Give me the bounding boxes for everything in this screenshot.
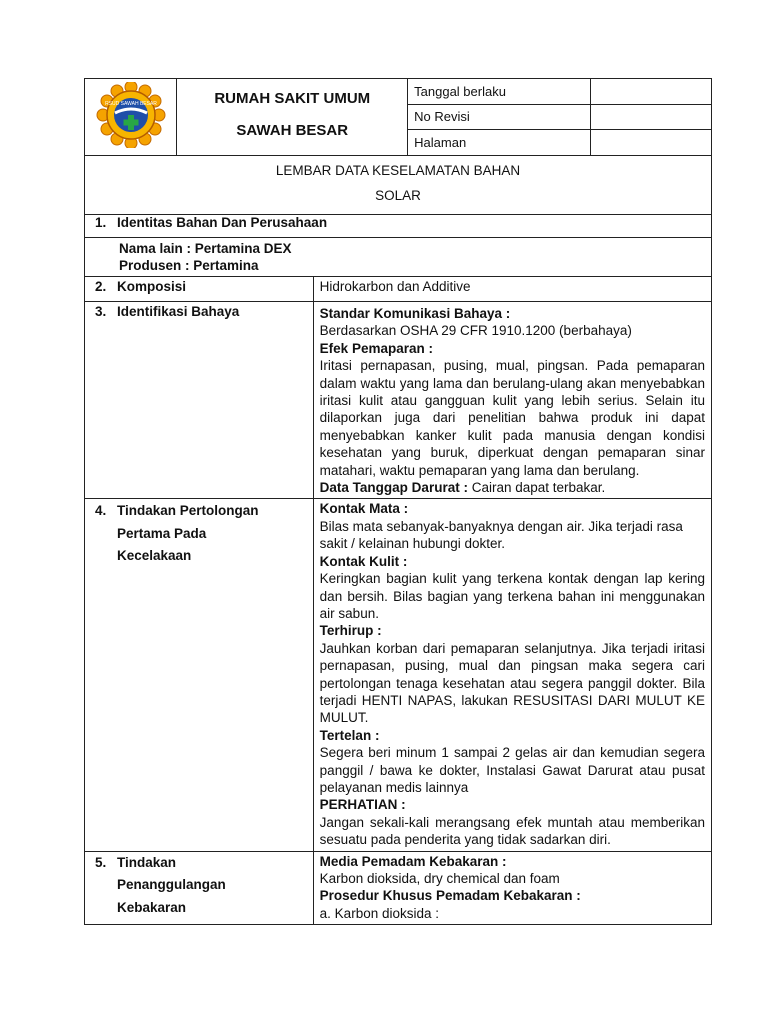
meta-label-halaman: Halaman (408, 130, 591, 156)
producer: Produsen : Pertamina (119, 258, 259, 273)
hazard-communication-text: Berdasarkan OSHA 29 CFR 1910.1200 (berbahaya) (319, 323, 632, 339)
inhalation-heading: Terhirup : (319, 623, 382, 639)
section-3-content (313, 302, 711, 499)
section-5-content (313, 851, 711, 925)
section-5-title-line1: Tindakan (117, 854, 177, 870)
meta-value-halaman (590, 130, 711, 156)
warning-heading: PERHATIAN : (319, 797, 406, 813)
section-2-title: Komposisi (117, 279, 187, 294)
section-1-number: 1. (95, 215, 107, 230)
section-3-title: Identifikasi Bahaya (117, 304, 240, 319)
document-title: LEMBAR DATA KESELAMATAN BAHAN (275, 163, 521, 178)
ingestion-heading: Tertelan : (319, 727, 380, 743)
section-5-heading (85, 851, 314, 925)
hospital-name-cell (177, 79, 408, 156)
exposure-effects-heading: Efek Pemaparan : (319, 340, 433, 356)
section-4-title-line3: Kecelakaan (117, 548, 192, 564)
logo-text: RSUD SAWAH BESAR (104, 100, 157, 107)
section-1-heading (85, 215, 712, 238)
emergency-line (320, 479, 705, 496)
section-5-title-line3: Kebakaran (117, 899, 187, 915)
hospital-logo-icon (92, 82, 170, 148)
ingestion-text: Segera beri minum 1 sampai 2 gelas air dan kemudian segera panggil / bawa ke dokter, Instalasi Gawat Darurat atau pusat pelayanan medis lainnya (319, 745, 705, 795)
material-name: SOLAR (375, 188, 421, 203)
meta-label-revisi: No Revisi (408, 104, 591, 130)
section-1-body (85, 238, 712, 277)
meta-label-tanggal: Tanggal berlaku (408, 79, 591, 105)
hazard-communication-heading: Standar Komunikasi Bahaya : (319, 306, 511, 321)
meta-value-tanggal (590, 79, 711, 105)
section-2-number: 2. (95, 279, 107, 294)
meta-value-revisi (590, 104, 711, 130)
emergency-response-heading: Data Tanggap Darurat : (319, 480, 468, 496)
emergency-response-text: Cairan dapat terbakar. (467, 480, 606, 496)
exposure-effects-text: Iritasi pernapasan, pusing, mual, pingsan. Pada pemaparan dalam waktu yang lama dan berulang-ulang akan menyebabkan iritasi kulit atau gangguan kulit yang lebih serius. Selain itu dilaporkan juga dari penelitian bahwa produk ini dapat menyebabkan kanker kulit pada manusia dengan kondisi kesehatan yang buruk, diperkuat dengan pemaparan sinar matahari, waktu pemaparan yang lama dan berulang. (319, 358, 705, 478)
section-4-content (313, 499, 711, 851)
skin-contact-text: Keringkan bagian kulit yang terkena kontak dengan lap kering dan bersih. Bilas bagian yang terkena bahan ini menggunakan air sabun. (319, 571, 705, 621)
section-4-heading (85, 499, 314, 851)
skin-contact-heading: Kontak Kulit : (319, 553, 408, 569)
section-3-heading (85, 302, 314, 499)
warning-text: Jangan sekali-kali merangsang efek muntah atau memberikan sesuatu pada penderita yang tidak sadarkan diri. (319, 814, 705, 848)
section-3-number: 3. (95, 304, 107, 319)
hospital-name-line2: SAWAH BESAR (236, 122, 349, 139)
other-name: Nama lain : Pertamina DEX (119, 241, 292, 256)
eye-contact-text: Bilas mata sebanyak-banyaknya dengan air. Jika terjadi rasa sakit / kelainan hubungi dokter. (319, 518, 683, 552)
section-5-title-line2: Penanggulangan (117, 877, 226, 893)
extinguishing-media-text: Karbon dioksida, dry chemical dan foam (319, 871, 560, 886)
msds-table (84, 78, 712, 925)
section-4-title-line2: Pertama Pada (117, 525, 207, 541)
eye-contact-heading: Kontak Mata : (319, 501, 409, 517)
inhalation-text: Jauhkan korban dari pemaparan selanjutnya. Jika terjadi iritasi pernapasan, pusing, mual dan pingsan maka segera cari pertolongan tenaga kesehatan atau segera panggil dokter. Bila terjadi HENTI NAPAS, lakukan RESUSITASI DARI MULUT KE MULUT. (319, 640, 705, 726)
section-4-title-line1: Tindakan Pertolongan (117, 503, 259, 519)
extinguishing-media-heading: Media Pemadam Kebakaran : (319, 853, 507, 869)
logo-cell (85, 79, 177, 156)
section-1-title: Identitas Bahan Dan Perusahaan (117, 215, 328, 230)
section-2-content: Hidrokarbon dan Additive (313, 277, 711, 302)
section-2-heading (85, 277, 314, 302)
firefighting-procedure-heading: Prosedur Khusus Pemadam Kebakaran : (319, 888, 581, 904)
section-5-number: 5. (95, 854, 107, 870)
document-page (84, 78, 712, 925)
document-title-cell (85, 156, 712, 215)
section-4-number: 4. (95, 503, 107, 519)
hospital-name-line1: RUMAH SAKIT UMUM (214, 90, 371, 107)
firefighting-procedure-text: a. Karbon dioksida : (319, 905, 439, 921)
